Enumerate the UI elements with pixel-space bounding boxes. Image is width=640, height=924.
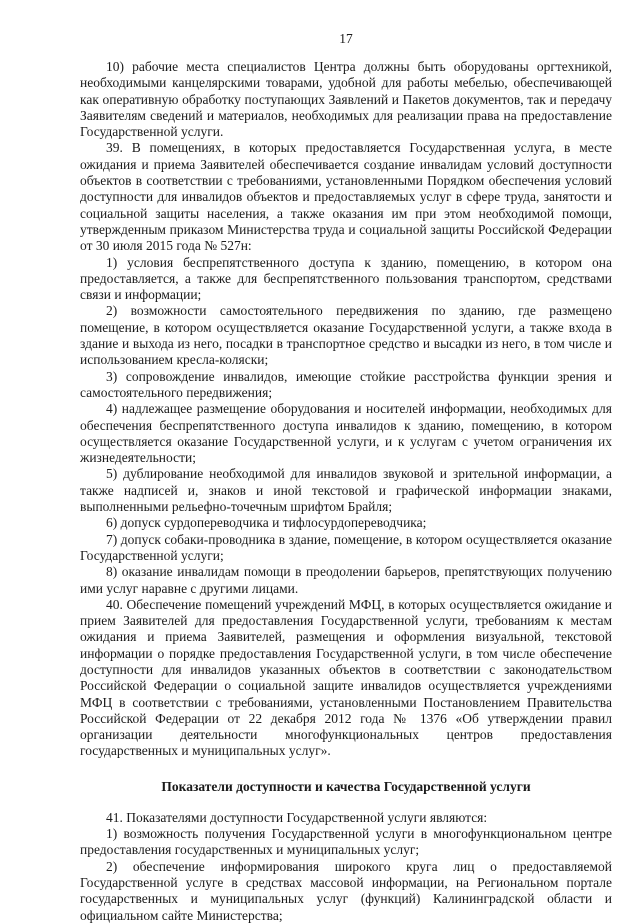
list-item-41-2: 2) обеспечение информирования широкого круга лиц о предоставляемой Государственной услуге в средствах массовой информации, на Региональном портале государственных и муниципальных услуг (функций) Калининградской области и официальном сайте Министерства;: [80, 858, 612, 923]
list-item-5: 5) дублирование необходимой для инвалидов звуковой и зрительной информации, а также надписей и, знаков и иной текстовой и графической информации знаками, выполненными рельефно-точечным шрифтом Брайля;: [80, 466, 612, 515]
paragraph-item-10: 10) рабочие места специалистов Центра должны быть оборудованы оргтехникой, необходимыми канцелярскими товарами, удобной для работы мебелью, обеспечивающей как оперативную обработку поступающих Заявлений и Пакетов документов, так и передачу Заявителям сведений и материалов, необходимых для реализации права на предоставление Государственной услуги.: [80, 59, 612, 140]
document-page: [80, 30, 612, 924]
list-item-3: 3) сопровождение инвалидов, имеющие стойкие расстройства функции зрения и самостоятельного передвижения;: [80, 368, 612, 400]
list-item-6: 6) допуск сурдопереводчика и тифлосурдопереводчика;: [106, 515, 427, 531]
list-item-2: 2) возможности самостоятельного передвижения по зданию, где размещено помещение, в котором осуществляется оказание Государственной услуги, а также входа в здание и выхода из него, посадки в транспортное средство и высадки из него, в том числе и использованием кресла-коляски;: [80, 303, 612, 368]
list-item-7: 7) допуск собаки-проводника в здание, помещение, в котором осуществляется оказание Государственной услуги;: [80, 531, 612, 563]
list-item-4: 4) надлежащее размещение оборудования и носителей информации, необходимых для обеспечения беспрепятственного доступа инвалидов к зданию, помещению, в котором осуществляется оказание Государственной услуги, и к услугам с учетом ограничения их жизнедеятельности;: [80, 401, 612, 466]
paragraph-40: 40. Обеспечение помещений учреждений МФЦ, в которых осуществляется ожидание и прием Заявителей для предоставления Государственной услуги, требованиям к местам ожидания и приема Заявителей, размещения и оформления визуальной, текстовой информации о порядке предоставления Государственной услуги, в том числе обеспечение доступности для инвалидов указанных объектов в соответствии с законодательством Российской Федерации о социальной защите инвалидов осуществляется учреждениями МФЦ в соответствии с требованиями, установленными Постановлением Правительства Российской Федерации от 22 декабря 2012 года № 1376 «Об утверждении правил организации деятельности многофункциональных центров предоставления государственных и муниципальных услуг».: [80, 596, 612, 759]
section-heading: Показатели доступности и качества Государственной услуги: [161, 778, 531, 794]
page-number: 17: [339, 31, 353, 46]
list-item-41-1: 1) возможность получения Государственной услуги в многофункциональном центре предоставления государственных и муниципальных услуг;: [80, 826, 612, 858]
paragraph-39: 39. В помещениях, в которых предоставляется Государственная услуга, в месте ожидания и приема Заявителей обеспечивается создание инвалидам условий доступности объектов в соответствии с требованиями, установленными Порядком обеспечения условий доступности для инвалидов объектов и предоставляемых услуг в сфере труда, занятости и социальной защиты населения, а также оказания им при этом необходимой помощи, утвержденным приказом Министерства труда и социальной защиты Российской Федерации от 30 июля 2015 года № 527н:: [80, 140, 612, 254]
list-item-1: 1) условия беспрепятственного доступа к зданию, помещению, в котором она предоставляется, а также для беспрепятственного пользования транспортом, средствами связи и информации;: [80, 254, 612, 303]
paragraph-41: 41. Показателями доступности Государственной услуги являются:: [106, 809, 488, 825]
list-item-8: 8) оказание инвалидам помощи в преодолении барьеров, препятствующих получению ими услуг наравне с другими лицами.: [80, 564, 612, 596]
